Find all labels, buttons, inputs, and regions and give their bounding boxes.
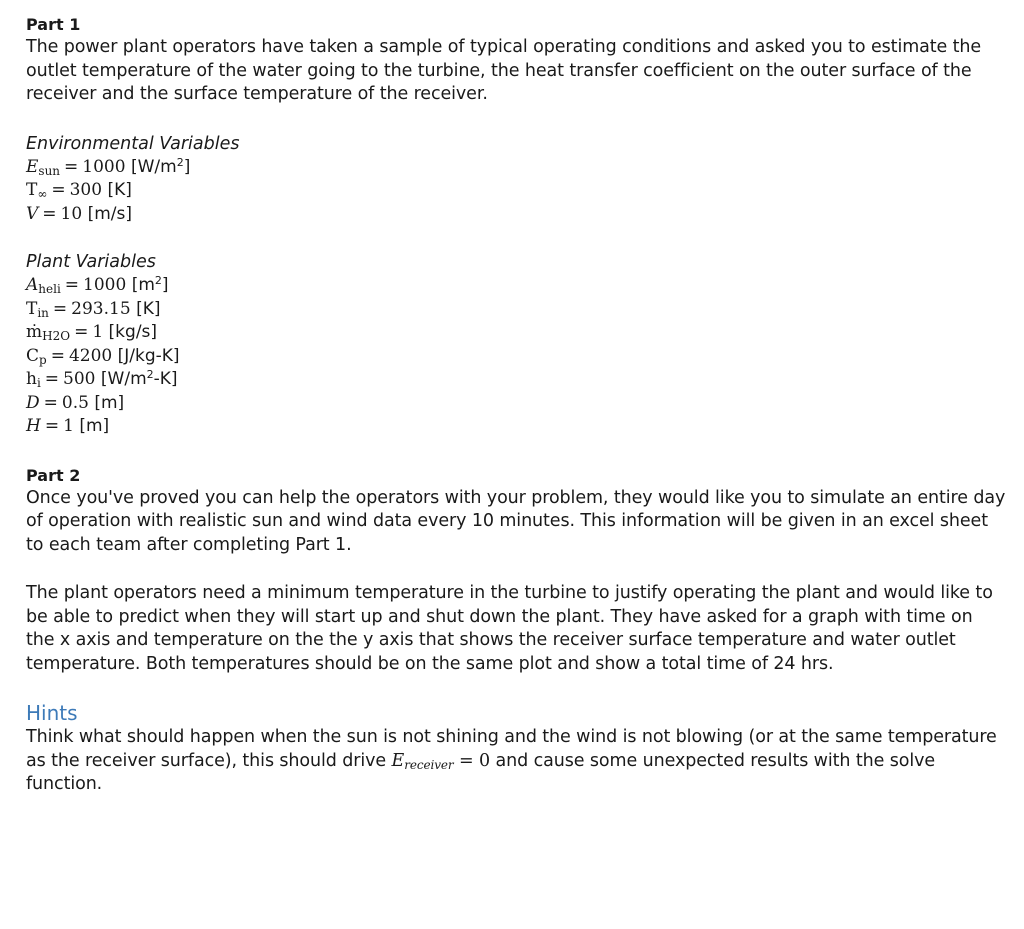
hints-text-before: Think what should happen when the sun is not shining and the wind is not blowing (or at the same temperature as the receiver surface), this should drive bbox=[26, 727, 997, 771]
variable-symbol: C bbox=[26, 345, 40, 366]
env-variable: $E_{sun} = 1000$ $[W/m^2]$ bbox=[26, 155, 191, 178]
variable-unit: [K] bbox=[107, 180, 132, 200]
variable-subscript: p bbox=[39, 352, 47, 367]
variable-unit: [m] bbox=[94, 392, 125, 413]
variable-subscript: i bbox=[36, 376, 41, 390]
variable-symbol: T bbox=[26, 298, 38, 319]
part1-intro: The power plant operators have taken a sample of typical operating conditions and asked you to estimate the outlet temperature of the water going to the turbine, the heat transfer coefficient on the outer surface of the receiver and the surface temperature of the receiver. bbox=[26, 37, 982, 104]
variable-unit: $[W/m^2-K]$ bbox=[100, 368, 178, 389]
plant-variable: $T_{in} = 293.15$ [K] bbox=[26, 298, 161, 320]
env-variables-list bbox=[26, 156, 1006, 227]
variable-symbol: H bbox=[26, 416, 41, 436]
variable-subscript: sun bbox=[38, 163, 61, 178]
variable-value: 1 bbox=[92, 322, 104, 342]
variable-symbol: T bbox=[26, 180, 38, 200]
variable-value: 500 bbox=[63, 369, 96, 389]
variable-unit: [kg/s] bbox=[108, 322, 158, 342]
hints-math bbox=[392, 751, 491, 771]
hints-math-sub: receiver bbox=[404, 757, 454, 772]
part2-paragraph-2: The plant operators need a minimum temperature in the turbine to justify operating the plant and would like to be able to predict when they will start up and shut down the plant. They have asked for a graph with time on the x axis and temperature on the the y axis that shows the receiver surface temperature and water outlet temperature. Both temperatures should be on the same plot and show a total time of 24 hrs. bbox=[26, 583, 993, 674]
variable-subscript: heli bbox=[38, 282, 61, 296]
variable-value: 4200 bbox=[68, 345, 113, 366]
variable-symbol: ṁ bbox=[26, 322, 43, 342]
hints-math-rest: = 0 bbox=[453, 750, 491, 771]
variable-unit: $[W/m^2]$ bbox=[130, 155, 191, 177]
env-variable: V = 10 [m/s] bbox=[26, 203, 132, 224]
variable-unit: $[m^2]$ bbox=[131, 274, 169, 295]
part1-heading: Part 1 bbox=[26, 15, 81, 34]
part2-heading: Part 2 bbox=[26, 465, 81, 485]
plant-variables-list bbox=[26, 274, 1006, 439]
variable-value: 1000 bbox=[82, 156, 126, 177]
variable-unit: [m] bbox=[79, 416, 110, 436]
hints-text-after: and cause some unexpected results with the solve function. bbox=[26, 750, 936, 794]
hints-math-symbol: E bbox=[391, 750, 405, 771]
plant-variable: ṁ$_{H2O}$ = 1 [kg/s] bbox=[26, 322, 158, 343]
variable-value: 0.5 bbox=[61, 392, 89, 413]
env-variable: $T_\infty = 300$ [K] bbox=[26, 180, 132, 201]
plant-variable: D = 0.5 [m] bbox=[26, 392, 125, 413]
hints-paragraph bbox=[26, 726, 1006, 797]
variable-value: 293.15 bbox=[71, 298, 131, 319]
variable-value: 10 bbox=[60, 203, 83, 224]
env-variables-title: Environmental Variables bbox=[26, 133, 240, 154]
variable-symbol: E bbox=[26, 156, 39, 177]
variable-unit: [J/kg-K] bbox=[117, 345, 180, 366]
variable-subscript: H2O bbox=[42, 329, 71, 343]
plant-variable: H = 1 [m] bbox=[26, 416, 110, 436]
hints-title: Hints bbox=[26, 701, 78, 725]
variable-symbol: V bbox=[26, 203, 39, 224]
variable-subscript: ∞ bbox=[37, 187, 48, 201]
plant-variable: $C_p = 4200$ [J/kg-K] bbox=[26, 345, 180, 367]
plant-variable: $h_i = 500$ $[W/m^2-K]$ bbox=[26, 368, 178, 390]
variable-unit: [m/s] bbox=[87, 203, 132, 224]
plant-variables-title: Plant Variables bbox=[26, 252, 156, 272]
plant-variable: $A_{heli} = 1000$ $[m^2]$ bbox=[26, 274, 169, 296]
document-page bbox=[26, 14, 1006, 797]
variable-symbol: A bbox=[26, 275, 39, 295]
variable-symbol: D bbox=[26, 392, 40, 413]
variable-subscript: in bbox=[37, 305, 49, 320]
variable-symbol: h bbox=[26, 369, 37, 389]
variable-value: 300 bbox=[69, 180, 103, 200]
variable-unit: [K] bbox=[136, 298, 161, 319]
variable-value: 1000 bbox=[83, 275, 127, 295]
part2-paragraph-1: Once you've proved you can help the operators with your problem, they would like you to simulate an entire day of operation with realistic sun and wind data every 10 minutes. This information will be given in an excel sheet to each team after completing Part 1. bbox=[26, 487, 1006, 555]
variable-value: 1 bbox=[63, 416, 74, 436]
